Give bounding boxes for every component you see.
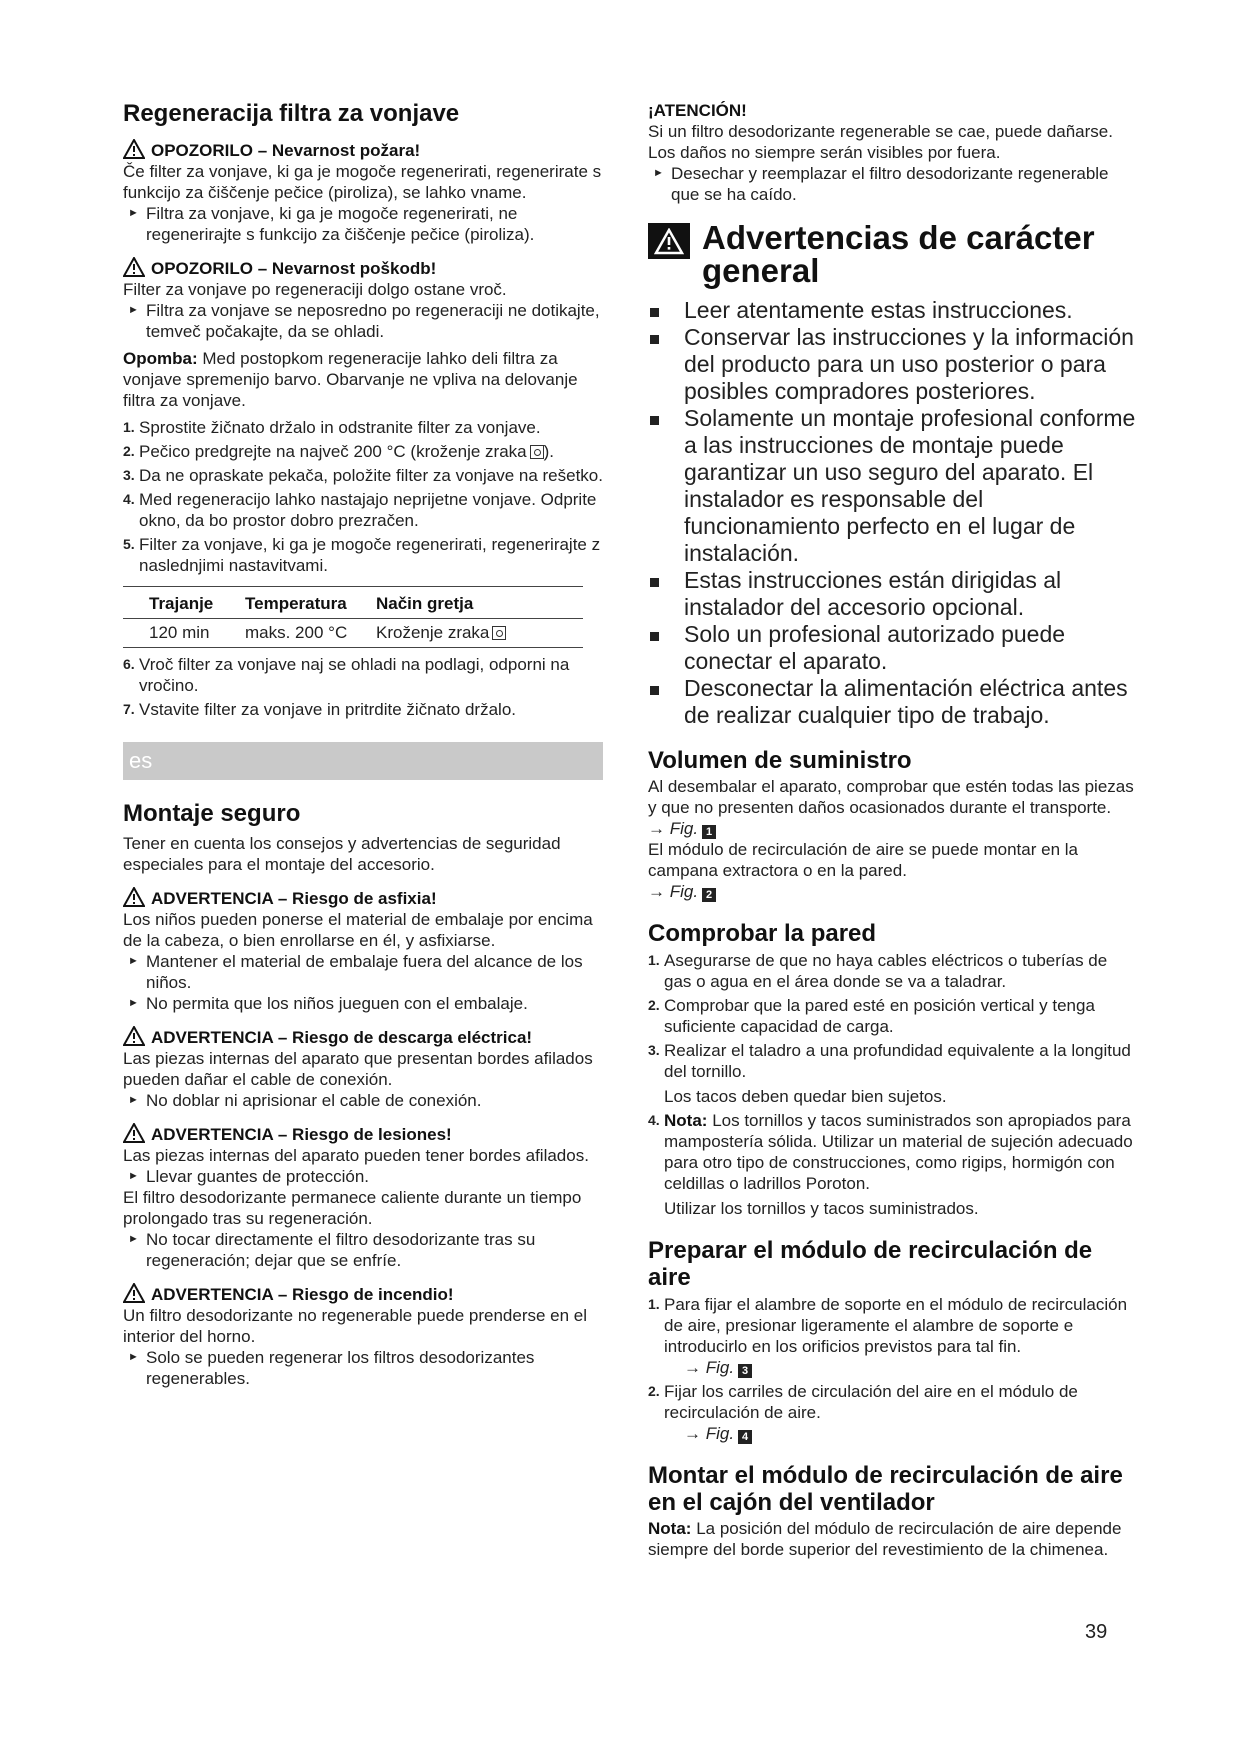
paragraph: Los tacos deben quedar bien sujetos. — [664, 1087, 947, 1106]
warning-text: Filter za vonjave po regeneraciji dolgo ostane vroč. — [123, 280, 507, 299]
list-item: 2. Comprobar que la pared esté en posición vertical y tenga suficiente capacidad de carga. — [648, 996, 1095, 1036]
bullet-item: ► Filtra za vonjave se neposredno po regeneraciji ne dotikajte, temveč počakajte, da se ohladi. — [128, 301, 600, 341]
warning-heading-asfixia: ADVERTENCIA – Riesgo de asfixia! — [123, 887, 605, 909]
paragraph: Utilizar los tornillos y tacos suministrados. — [664, 1199, 979, 1218]
figure-reference: → Fig. 4 — [648, 1423, 1136, 1444]
bullet-arrow-icon: ► — [128, 1233, 139, 1245]
list-item: Desconectar la alimentación eléctrica antes de realizar cualquier tipo de trabajo. — [648, 675, 1136, 729]
warning-icon — [123, 139, 145, 159]
list-item: Solo un profesional autorizado puede conectar el aparato. — [648, 621, 1136, 675]
list-item: 7. Vstavite filter za vonjave in pritrdite žičnato držalo. — [123, 700, 517, 719]
section-title-regeneracija: Regeneracija filtra za vonjave — [123, 100, 460, 127]
list-item: 3. Realizar el taladro a una profundidad equivalente a la longitud del tornillo. — [648, 1041, 1131, 1081]
table-row — [123, 619, 583, 648]
figure-reference: → Fig. 1 — [648, 818, 1136, 839]
list-item: Estas instrucciones están dirigidas al instalador del accesorio opcional. — [648, 567, 1136, 621]
list-item: Solamente un montaje profesional conforme a las instrucciones de montaje puede garantizar un uso seguro del aparato. El instalador es responsable del funcionamiento perfecto en el lugar de instalación. — [648, 405, 1136, 567]
warning-text: Los niños pueden ponerse el material de embalaje por encima de la cabeza, o bien enrollarse en él, y asfixiarse. — [123, 910, 593, 950]
warning-heading-fire: OPOZORILO – Nevarnost požara! — [123, 139, 605, 161]
section-title-montar: Montar el módulo de recirculación de aire en el cajón del ventilador — [648, 1462, 1123, 1516]
section-title-volumen: Volumen de suministro — [648, 747, 912, 774]
bullet-item: ► Mantener el material de embalaje fuera del alcance de los niños. — [128, 952, 583, 992]
table-cell: Kroženje zraka — [370, 619, 583, 648]
table-cell: maks. 200 °C — [239, 619, 370, 648]
bullet-item: ► Llevar guantes de protección. — [128, 1167, 370, 1186]
warning-heading-electric: ADVERTENCIA – Riesgo de descarga eléctrica! — [123, 1026, 605, 1048]
warning-heading-incendio: ADVERTENCIA – Riesgo de incendio! — [123, 1283, 605, 1305]
table-header: Trajanje — [123, 587, 239, 619]
warning-text: Las piezas internas del aparato pueden tener bordes afilados. — [123, 1146, 589, 1165]
bullet-item: ► No doblar ni aprisionar el cable de conexión. — [128, 1091, 482, 1110]
warning-icon — [123, 1283, 145, 1303]
warning-text: Če filter za vonjave, ki ga je mogoče regenerirati, regenerirate s funkcijo za čiščenje pečice (piroliza), se lahko vname. — [123, 162, 602, 202]
bullet-arrow-icon: ► — [128, 997, 139, 1009]
language-tab-es: es — [123, 742, 603, 780]
figure-number-badge: 3 — [738, 1364, 752, 1378]
table-header: Temperatura — [239, 587, 370, 619]
paragraph: El módulo de recirculación de aire se puede montar en la campana extractora o en la pared. — [648, 840, 1078, 880]
list-item: 3. Da ne opraskate pekača, položite filter za vonjave na rešetko. — [123, 466, 603, 485]
list-item: 4. Med regeneracijo lahko nastajajo neprijetne vonjave. Odprite okno, da bo prostor dobro prezračen. — [123, 490, 597, 530]
bullet-arrow-icon: ► — [128, 955, 139, 967]
warning-icon — [123, 1123, 145, 1143]
left-column — [123, 100, 605, 1389]
attention-title: ¡ATENCIÓN! — [648, 101, 747, 120]
list-item: Conservar las instrucciones y la información del producto para un uso posterior o para posibles compradores posteriores. — [648, 324, 1136, 405]
warning-heading-injury: OPOZORILO – Nevarnost poškodb! — [123, 257, 605, 279]
list-item: 4. Nota: Los tornillos y tacos suministrados son apropiados para mampostería sólida. Utilizar un material de sujeción adecuado para otro tipo de construcciones, como rigips, hormigón con celdillas o ladrillos Poroton. — [648, 1111, 1133, 1193]
bullet-arrow-icon: ► — [128, 1094, 139, 1106]
note-paragraph: Nota: La posición del módulo de recirculación de aire depende siempre del borde superior del revestimiento de la chimenea. — [648, 1519, 1122, 1559]
note-paragraph: Opomba: Med postopkom regeneracije lahko deli filtra za vonjave spremenijo barvo. Obarvanje ne vpliva na delovanje filtra za vonjave. — [123, 349, 578, 410]
warning-icon — [123, 257, 145, 277]
table-cell: 120 min — [123, 619, 239, 648]
warning-badge-icon — [648, 223, 690, 259]
figure-reference: → Fig. 3 — [648, 1357, 1136, 1378]
section-title-montaje: Montaje seguro — [123, 800, 301, 827]
section-title-general: Advertencias de carácter general — [648, 221, 1136, 287]
bullet-item: ► Desechar y reemplazar el filtro desodorizante regenerable que se ha caído. — [653, 164, 1109, 204]
warning-icon — [123, 887, 145, 907]
settings-table — [123, 586, 583, 648]
warning-text: El filtro desodorizante permanece caliente durante un tiempo prolongado tras su regeneración. — [123, 1188, 582, 1228]
list-item: 5. Filter za vonjave, ki ga je mogoče regenerirati, regenerirajte z naslednjimi nastavitvami. — [123, 535, 601, 575]
warning-text: Las piezas internas del aparato que presentan bordes afilados pueden dañar el cable de conexión. — [123, 1049, 593, 1089]
list-item: 6. Vroč filter za vonjave naj se ohladi na podlagi, odporni na vročino. — [123, 655, 570, 695]
fan-oven-icon — [530, 445, 544, 459]
right-column — [648, 100, 1136, 1560]
paragraph: Al desembalar el aparato, comprobar que estén todas las piezas y que no presenten daños ocasionados durante el transporte. — [648, 777, 1134, 817]
figure-number-badge: 2 — [702, 888, 716, 902]
figure-number-badge: 4 — [738, 1430, 752, 1444]
warning-heading-lesiones: ADVERTENCIA – Riesgo de lesiones! — [123, 1123, 605, 1145]
table-header: Način gretja — [370, 587, 583, 619]
bullet-item: ► No permita que los niños jueguen con el embalaje. — [128, 994, 528, 1013]
section-title-preparar: Preparar el módulo de recirculación de aire — [648, 1237, 1093, 1291]
bullet-item: ► Filtra za vonjave, ki ga je mogoče regenerirati, ne regenerirajte s funkcijo za čiščenje pečice (piroliza). — [128, 204, 535, 244]
list-item: 2. Fijar los carriles de circulación del aire en el módulo de recirculación de aire. — [648, 1382, 1078, 1422]
fan-oven-icon — [492, 626, 506, 640]
bullet-arrow-icon: ► — [653, 167, 664, 179]
bullet-arrow-icon: ► — [128, 207, 139, 219]
bullet-arrow-icon: ► — [128, 304, 139, 316]
list-item: 2. Pečico predgrejte na največ 200 °C (kroženje zraka ). — [123, 442, 555, 461]
bullet-arrow-icon: ► — [128, 1170, 139, 1182]
figure-number-badge: 1 — [702, 825, 716, 839]
table-header-row — [123, 587, 583, 619]
paragraph: Tener en cuenta los consejos y advertencias de seguridad especiales para el montaje del accesorio. — [123, 834, 561, 874]
attention-text: Si un filtro desodorizante regenerable se cae, puede dañarse. Los daños no siempre serán visibles por fuera. — [648, 122, 1113, 162]
bullet-item: ► No tocar directamente el filtro desodorizante tras su regeneración; dejar que se enfríe. — [128, 1230, 536, 1270]
warning-text: Un filtro desodorizante no regenerable puede prenderse en el interior del horno. — [123, 1306, 588, 1346]
warning-icon — [123, 1026, 145, 1046]
section-title-pared: Comprobar la pared — [648, 920, 877, 947]
bullet-item: ► Solo se pueden regenerar los filtros desodorizantes regenerables. — [128, 1348, 535, 1388]
list-item: 1. Asegurarse de que no haya cables eléctricos o tuberías de gas o agua en el área donde se va a taladrar. — [648, 951, 1108, 991]
page-number: 39 — [1085, 1621, 1108, 1643]
bullet-arrow-icon: ► — [128, 1351, 139, 1363]
list-item: Leer atentamente estas instrucciones. — [648, 297, 1136, 324]
list-item: 1. Para fijar el alambre de soporte en el módulo de recirculación de aire, presionar ligeramente el alambre de soporte e introducirlo en los orificios previstos para tal fin. — [648, 1295, 1128, 1356]
figure-reference: → Fig. 2 — [648, 881, 1136, 902]
list-item: 1. Sprostite žičnato držalo in odstranite filter za vonjave. — [123, 418, 541, 437]
